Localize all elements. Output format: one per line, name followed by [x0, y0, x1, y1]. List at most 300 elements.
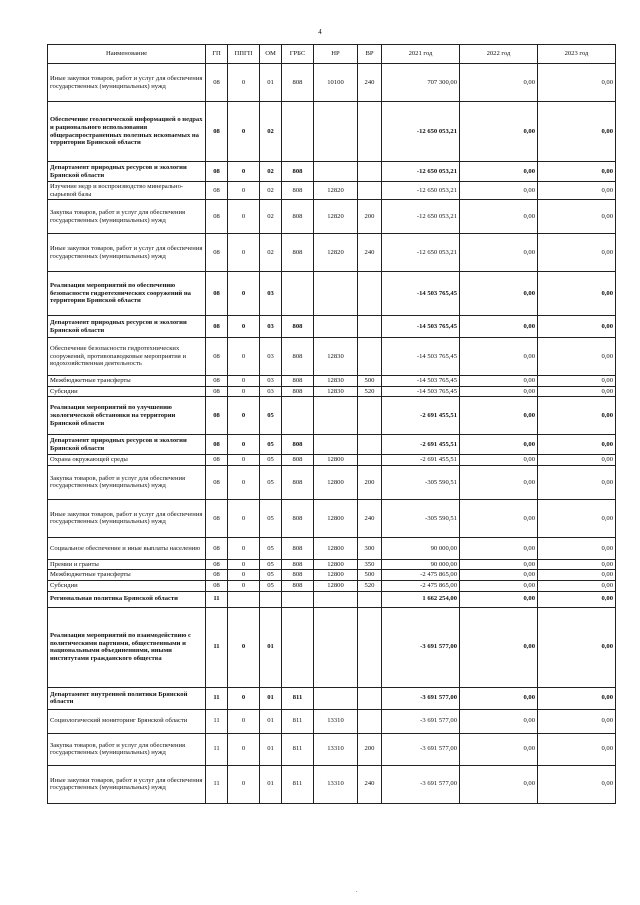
cell-name: Обеспечение геологической информацией о недрах и рационального использования общераспространенных полезных ископаемых на территории Брянской области	[48, 102, 206, 162]
cell-nr	[314, 591, 358, 607]
cell-ppgp: 0	[228, 455, 260, 466]
col-header: ППГП	[228, 45, 260, 64]
cell-2021: -12 650 053,21	[382, 234, 460, 272]
cell-grbs: 808	[282, 570, 314, 581]
cell-grbs: 811	[282, 765, 314, 803]
cell-gp: 08	[206, 162, 228, 182]
cell-vr: 240	[358, 499, 382, 537]
table-row	[48, 182, 616, 200]
cell-ppgp: 0	[228, 607, 260, 687]
cell-gp: 08	[206, 435, 228, 455]
cell-2023: 0,00	[538, 537, 616, 559]
cell-gp: 08	[206, 64, 228, 102]
cell-nr	[314, 316, 358, 338]
cell-gp: 08	[206, 376, 228, 387]
col-header: 2023 год	[538, 45, 616, 64]
cell-grbs: 808	[282, 338, 314, 376]
cell-gp: 08	[206, 102, 228, 162]
cell-vr: 240	[358, 64, 382, 102]
cell-vr	[358, 102, 382, 162]
cell-gp: 08	[206, 397, 228, 435]
cell-ppgp: 0	[228, 465, 260, 499]
cell-name: Социологический мониторинг Брянской области	[48, 709, 206, 733]
cell-2023: 0,00	[538, 316, 616, 338]
cell-vr: 500	[358, 570, 382, 581]
table-row	[48, 397, 616, 435]
cell-2023: 0,00	[538, 499, 616, 537]
cell-nr: 12820	[314, 234, 358, 272]
cell-vr	[358, 338, 382, 376]
cell-2022: 0,00	[460, 455, 538, 466]
cell-ppgp	[228, 591, 260, 607]
table-row	[48, 733, 616, 765]
col-header: НР	[314, 45, 358, 64]
cell-nr: 12800	[314, 465, 358, 499]
cell-2023: 0,00	[538, 64, 616, 102]
cell-vr	[358, 709, 382, 733]
cell-2022: 0,00	[460, 376, 538, 387]
cell-ppgp: 0	[228, 709, 260, 733]
cell-grbs: 808	[282, 435, 314, 455]
cell-2022: 0,00	[460, 570, 538, 581]
cell-vr: 240	[358, 234, 382, 272]
cell-2022: 0,00	[460, 581, 538, 592]
cell-name: Реализация мероприятий по обеспечению безопасности гидротехнических сооружений на территории Брянской области	[48, 272, 206, 316]
table-row	[48, 162, 616, 182]
cell-grbs: 808	[282, 465, 314, 499]
cell-nr: 10100	[314, 64, 358, 102]
cell-ppgp: 0	[228, 733, 260, 765]
cell-2022: 0,00	[460, 397, 538, 435]
cell-vr: 520	[358, 581, 382, 592]
cell-om: 05	[260, 570, 282, 581]
cell-grbs: 808	[282, 200, 314, 234]
cell-vr: 520	[358, 386, 382, 397]
cell-gp: 11	[206, 591, 228, 607]
cell-om: 03	[260, 338, 282, 376]
table-row	[48, 465, 616, 499]
cell-2023: 0,00	[538, 272, 616, 316]
cell-vr: 240	[358, 765, 382, 803]
cell-nr: 12830	[314, 376, 358, 387]
cell-gp: 11	[206, 765, 228, 803]
cell-grbs: 808	[282, 455, 314, 466]
cell-name: Изучение недр и воспроизводство минерально-сырьевой базы	[48, 182, 206, 200]
cell-grbs: 808	[282, 559, 314, 570]
table-row	[48, 537, 616, 559]
col-header: ГП	[206, 45, 228, 64]
cell-ppgp: 0	[228, 386, 260, 397]
cell-2021: -305 590,51	[382, 465, 460, 499]
cell-name: Департамент природных ресурсов и экологии Брянской области	[48, 435, 206, 455]
cell-2023: 0,00	[538, 338, 616, 376]
table-header-row	[48, 45, 616, 64]
cell-nr: 12830	[314, 386, 358, 397]
cell-name: Субсидии	[48, 386, 206, 397]
cell-grbs	[282, 102, 314, 162]
cell-name: Иные закупки товаров, работ и услуг для обеспечения государственных (муниципальных) нужд	[48, 765, 206, 803]
cell-nr: 12820	[314, 182, 358, 200]
cell-grbs: 808	[282, 316, 314, 338]
cell-2021: 1 662 254,00	[382, 591, 460, 607]
cell-grbs: 808	[282, 537, 314, 559]
cell-gp: 08	[206, 570, 228, 581]
cell-2023: 0,00	[538, 182, 616, 200]
table-row	[48, 200, 616, 234]
col-header: ВР	[358, 45, 382, 64]
cell-ppgp: 0	[228, 765, 260, 803]
cell-gp: 08	[206, 499, 228, 537]
table-row	[48, 435, 616, 455]
cell-vr: 200	[358, 200, 382, 234]
cell-om: 03	[260, 376, 282, 387]
cell-vr	[358, 687, 382, 709]
cell-2022: 0,00	[460, 316, 538, 338]
cell-ppgp: 0	[228, 182, 260, 200]
cell-2021: -14 503 765,45	[382, 386, 460, 397]
cell-2021: -2 475 865,00	[382, 581, 460, 592]
cell-2021: -2 691 455,51	[382, 397, 460, 435]
cell-2021: 90 000,00	[382, 559, 460, 570]
table-row	[48, 709, 616, 733]
cell-2022: 0,00	[460, 765, 538, 803]
cell-om: 05	[260, 435, 282, 455]
cell-vr	[358, 607, 382, 687]
cell-2023: 0,00	[538, 570, 616, 581]
cell-gp: 11	[206, 733, 228, 765]
cell-ppgp: 0	[228, 397, 260, 435]
cell-2022: 0,00	[460, 559, 538, 570]
table-row	[48, 591, 616, 607]
cell-name: Субсидии	[48, 581, 206, 592]
page-number: 4	[318, 28, 322, 36]
cell-ppgp: 0	[228, 64, 260, 102]
cell-nr: 12800	[314, 581, 358, 592]
cell-vr: 300	[358, 537, 382, 559]
cell-2023: 0,00	[538, 733, 616, 765]
cell-2023: 0,00	[538, 376, 616, 387]
cell-2022: 0,00	[460, 200, 538, 234]
cell-2021: -14 503 765,45	[382, 338, 460, 376]
cell-2022: 0,00	[460, 465, 538, 499]
cell-om: 01	[260, 607, 282, 687]
table-body	[48, 64, 616, 804]
cell-name: Закупка товаров, работ и услуг для обеспечения государственных (муниципальных) нужд	[48, 733, 206, 765]
cell-2022: 0,00	[460, 102, 538, 162]
cell-nr	[314, 397, 358, 435]
table-row	[48, 499, 616, 537]
cell-2022: 0,00	[460, 435, 538, 455]
cell-om: 01	[260, 64, 282, 102]
cell-grbs: 808	[282, 182, 314, 200]
table-row	[48, 687, 616, 709]
cell-gp: 08	[206, 182, 228, 200]
cell-name: Межбюджетные трансферты	[48, 376, 206, 387]
cell-2022: 0,00	[460, 537, 538, 559]
cell-grbs	[282, 397, 314, 435]
cell-gp: 08	[206, 455, 228, 466]
cell-2022: 0,00	[460, 733, 538, 765]
cell-vr	[358, 455, 382, 466]
cell-name: Иные закупки товаров, работ и услуг для обеспечения государственных (муниципальных) нужд	[48, 64, 206, 102]
cell-2021: -12 650 053,21	[382, 200, 460, 234]
cell-nr	[314, 435, 358, 455]
cell-2023: 0,00	[538, 455, 616, 466]
col-header: ОМ	[260, 45, 282, 64]
cell-nr	[314, 102, 358, 162]
cell-ppgp: 0	[228, 499, 260, 537]
cell-ppgp: 0	[228, 102, 260, 162]
cell-grbs: 808	[282, 376, 314, 387]
cell-gp: 08	[206, 200, 228, 234]
cell-2021: -2 475 865,00	[382, 570, 460, 581]
cell-vr: 350	[358, 559, 382, 570]
cell-ppgp: 0	[228, 272, 260, 316]
cell-2023: 0,00	[538, 709, 616, 733]
cell-grbs: 808	[282, 386, 314, 397]
cell-ppgp: 0	[228, 435, 260, 455]
cell-gp: 08	[206, 559, 228, 570]
cell-2022: 0,00	[460, 607, 538, 687]
cell-gp: 08	[206, 465, 228, 499]
cell-nr: 12800	[314, 455, 358, 466]
cell-name: Иные закупки товаров, работ и услуг для обеспечения государственных (муниципальных) нужд	[48, 499, 206, 537]
cell-nr	[314, 687, 358, 709]
cell-2021: -3 691 577,00	[382, 733, 460, 765]
cell-name: Департамент природных ресурсов и экологии Брянской области	[48, 316, 206, 338]
cell-2023: 0,00	[538, 765, 616, 803]
cell-name: Социальное обеспечение и иные выплаты населению	[48, 537, 206, 559]
cell-nr: 12800	[314, 570, 358, 581]
cell-name: Реализация мероприятий по улучшению экологической обстановки на территории Брянской области	[48, 397, 206, 435]
cell-ppgp: 0	[228, 200, 260, 234]
cell-2022: 0,00	[460, 64, 538, 102]
cell-grbs: 808	[282, 499, 314, 537]
cell-vr: 200	[358, 733, 382, 765]
table-row	[48, 455, 616, 466]
budget-table	[47, 44, 616, 804]
cell-2023: 0,00	[538, 591, 616, 607]
cell-om: 02	[260, 162, 282, 182]
cell-ppgp: 0	[228, 559, 260, 570]
cell-2023: 0,00	[538, 607, 616, 687]
cell-2023: 0,00	[538, 687, 616, 709]
cell-grbs	[282, 591, 314, 607]
cell-ppgp: 0	[228, 234, 260, 272]
cell-2023: 0,00	[538, 559, 616, 570]
cell-nr: 12800	[314, 499, 358, 537]
cell-name: Департамент природных ресурсов и экологии Брянской области	[48, 162, 206, 182]
cell-gp: 11	[206, 687, 228, 709]
cell-nr: 12800	[314, 537, 358, 559]
cell-2021: -12 650 053,21	[382, 162, 460, 182]
cell-om: 02	[260, 234, 282, 272]
cell-name: Региональная политика Брянской области	[48, 591, 206, 607]
cell-2021: -3 691 577,00	[382, 709, 460, 733]
col-header: 2022 год	[460, 45, 538, 64]
cell-grbs: 808	[282, 64, 314, 102]
table-row	[48, 316, 616, 338]
cell-2023: 0,00	[538, 465, 616, 499]
cell-om	[260, 591, 282, 607]
cell-nr: 12820	[314, 200, 358, 234]
cell-name: Закупка товаров, работ и услуг для обеспечения государственных (муниципальных) нужд	[48, 465, 206, 499]
cell-2021: -3 691 577,00	[382, 765, 460, 803]
cell-om: 02	[260, 182, 282, 200]
cell-om: 05	[260, 537, 282, 559]
cell-2021: -305 590,51	[382, 499, 460, 537]
table-row	[48, 559, 616, 570]
cell-2022: 0,00	[460, 709, 538, 733]
cell-grbs: 808	[282, 581, 314, 592]
cell-om: 05	[260, 499, 282, 537]
cell-ppgp: 0	[228, 316, 260, 338]
cell-nr	[314, 272, 358, 316]
cell-vr	[358, 182, 382, 200]
cell-vr	[358, 435, 382, 455]
cell-om: 05	[260, 455, 282, 466]
cell-vr	[358, 591, 382, 607]
cell-ppgp: 0	[228, 537, 260, 559]
cell-nr: 12800	[314, 559, 358, 570]
cell-2022: 0,00	[460, 338, 538, 376]
col-header: ГРБС	[282, 45, 314, 64]
cell-om: 05	[260, 559, 282, 570]
cell-om: 03	[260, 316, 282, 338]
cell-2022: 0,00	[460, 386, 538, 397]
table-row	[48, 64, 616, 102]
table-row	[48, 765, 616, 803]
cell-2023: 0,00	[538, 200, 616, 234]
cell-grbs: 811	[282, 709, 314, 733]
cell-grbs	[282, 607, 314, 687]
col-header: 2021 год	[382, 45, 460, 64]
cell-2023: 0,00	[538, 397, 616, 435]
cell-2022: 0,00	[460, 591, 538, 607]
cell-nr	[314, 607, 358, 687]
cell-om: 02	[260, 200, 282, 234]
cell-ppgp: 0	[228, 687, 260, 709]
cell-2022: 0,00	[460, 234, 538, 272]
cell-2021: -14 503 765,45	[382, 272, 460, 316]
table-row	[48, 338, 616, 376]
cell-gp: 11	[206, 607, 228, 687]
table-row	[48, 234, 616, 272]
cell-name: Департамент внутренней политики Брянской области	[48, 687, 206, 709]
cell-om: 02	[260, 102, 282, 162]
cell-gp: 08	[206, 234, 228, 272]
cell-2021: -3 691 577,00	[382, 687, 460, 709]
cell-gp: 08	[206, 537, 228, 559]
cell-om: 03	[260, 272, 282, 316]
cell-vr	[358, 272, 382, 316]
cell-name: Обеспечение безопасности гидротехнических сооружений, противопаводковые мероприятия и водохозяйственная деятельность	[48, 338, 206, 376]
cell-name: Премии и гранты	[48, 559, 206, 570]
cell-om: 01	[260, 765, 282, 803]
cell-2022: 0,00	[460, 272, 538, 316]
cell-grbs: 808	[282, 234, 314, 272]
cell-nr: 13310	[314, 709, 358, 733]
cell-grbs: 808	[282, 162, 314, 182]
cell-vr	[358, 316, 382, 338]
col-header: Наименование	[48, 45, 206, 64]
cell-2021: -12 650 053,21	[382, 182, 460, 200]
cell-om: 03	[260, 386, 282, 397]
cell-2022: 0,00	[460, 162, 538, 182]
cell-2021: -2 691 455,51	[382, 435, 460, 455]
table-row	[48, 272, 616, 316]
cell-vr: 200	[358, 465, 382, 499]
cell-2021: -3 691 577,00	[382, 607, 460, 687]
cell-om: 05	[260, 581, 282, 592]
cell-vr: 500	[358, 376, 382, 387]
cell-gp: 08	[206, 272, 228, 316]
cell-2023: 0,00	[538, 435, 616, 455]
cell-nr: 12830	[314, 338, 358, 376]
cell-name: Реализация мероприятий по взаимодействию с политическими партиями, общественными и национальными объединениями, иными институтами гражданского общества	[48, 607, 206, 687]
cell-2022: 0,00	[460, 687, 538, 709]
table-row	[48, 607, 616, 687]
cell-om: 01	[260, 733, 282, 765]
cell-2021: 90 000,00	[382, 537, 460, 559]
cell-vr	[358, 397, 382, 435]
cell-2023: 0,00	[538, 581, 616, 592]
cell-gp: 08	[206, 316, 228, 338]
cell-gp: 11	[206, 709, 228, 733]
cell-gp: 08	[206, 386, 228, 397]
cell-ppgp: 0	[228, 581, 260, 592]
cell-ppgp: 0	[228, 338, 260, 376]
cell-2022: 0,00	[460, 182, 538, 200]
cell-2023: 0,00	[538, 234, 616, 272]
table-row	[48, 581, 616, 592]
cell-grbs: 811	[282, 687, 314, 709]
cell-2021: 707 300,00	[382, 64, 460, 102]
cell-gp: 08	[206, 581, 228, 592]
page-mark: .	[356, 888, 358, 894]
cell-om: 05	[260, 465, 282, 499]
cell-nr: 13310	[314, 765, 358, 803]
table-row	[48, 376, 616, 387]
cell-2023: 0,00	[538, 102, 616, 162]
table-row	[48, 386, 616, 397]
cell-name: Иные закупки товаров, работ и услуг для обеспечения государственных (муниципальных) нужд	[48, 234, 206, 272]
cell-ppgp: 0	[228, 162, 260, 182]
cell-om: 01	[260, 687, 282, 709]
cell-ppgp: 0	[228, 570, 260, 581]
cell-2021: -2 691 455,51	[382, 455, 460, 466]
cell-name: Охрана окружающей среды	[48, 455, 206, 466]
cell-ppgp: 0	[228, 376, 260, 387]
cell-vr	[358, 162, 382, 182]
cell-grbs: 811	[282, 733, 314, 765]
cell-name: Межбюджетные трансферты	[48, 570, 206, 581]
cell-nr: 13310	[314, 733, 358, 765]
cell-2021: -14 503 765,45	[382, 316, 460, 338]
cell-2021: -12 650 053,21	[382, 102, 460, 162]
cell-2021: -14 503 765,45	[382, 376, 460, 387]
table-row	[48, 570, 616, 581]
cell-2023: 0,00	[538, 162, 616, 182]
cell-2022: 0,00	[460, 499, 538, 537]
cell-name: Закупка товаров, работ и услуг для обеспечения государственных (муниципальных) нужд	[48, 200, 206, 234]
cell-grbs	[282, 272, 314, 316]
table-row	[48, 102, 616, 162]
cell-gp: 08	[206, 338, 228, 376]
cell-2023: 0,00	[538, 386, 616, 397]
cell-om: 01	[260, 709, 282, 733]
cell-om: 05	[260, 397, 282, 435]
